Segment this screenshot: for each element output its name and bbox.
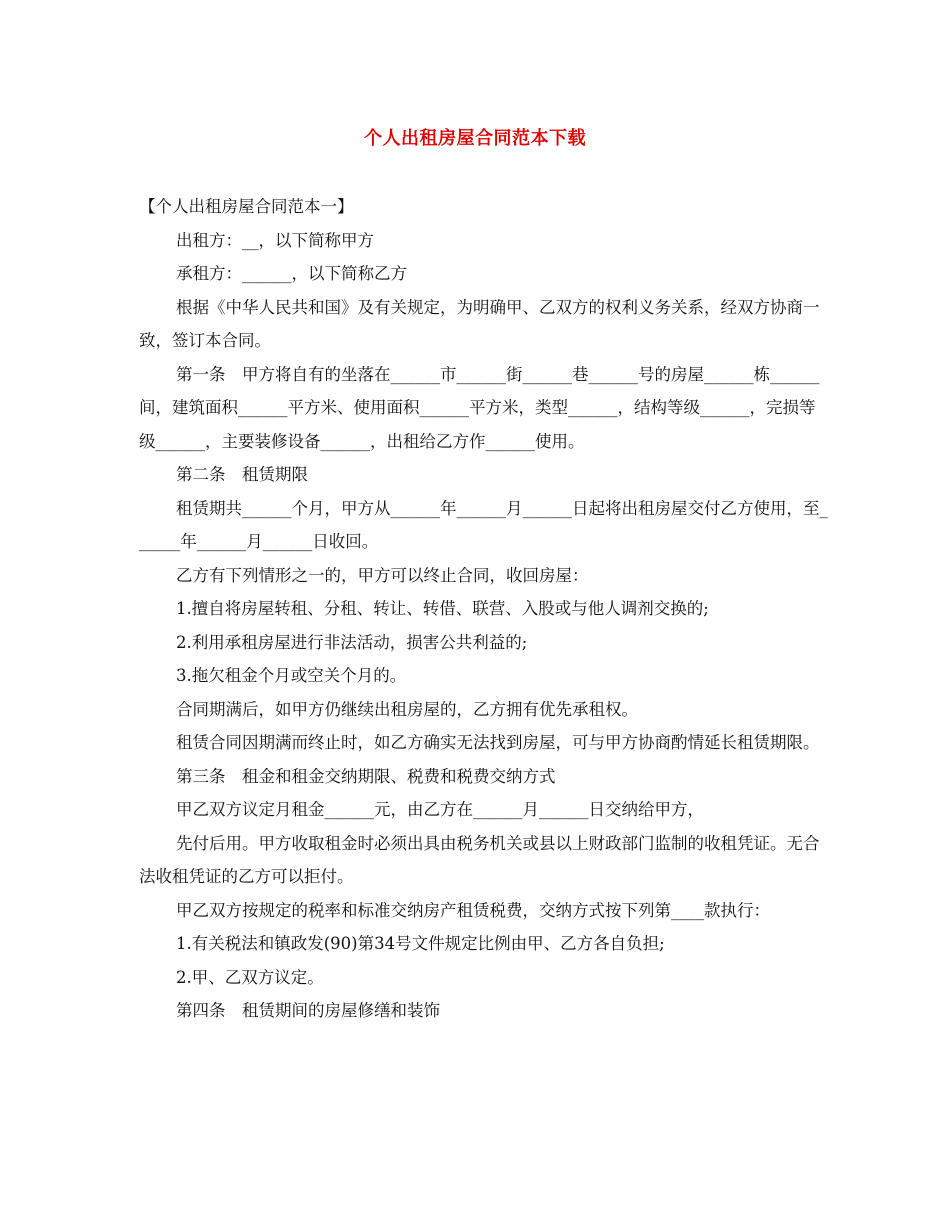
tax-item-2: 2.甲、乙双方议定。 — [176, 967, 324, 987]
article-4-heading: 第四条 租赁期间的房屋修缮和装饰 — [176, 1001, 440, 1020]
termination-intro-paragraph: 乙方有下列情形之一的，甲方可以终止合同，收回房屋： — [176, 565, 589, 585]
article-1-paragraph: 第一条 甲方将自有的坐落在______市______街______巷______号的房屋______栋______间，建筑面积______平方米、使用面积______平方米，类型______，结构等级______，完损等级______，主要装修设备______，出租给乙方作______使用。 — [139, 364, 820, 451]
tax-item-1: 1.有关税法和镇政发(90)第34号文件规定比例由甲、乙方各自负担; — [176, 934, 665, 953]
termination-item-3: 3.拖欠租金个月或空关个月的。 — [176, 666, 407, 685]
lessor-line: 出租方：__，以下简称甲方 — [176, 230, 374, 250]
article-3-heading: 第三条 租金和租金交纳期限、税费和税费交纳方式 — [176, 766, 556, 786]
lessee-line: 承租方：______，以下简称乙方 — [176, 264, 407, 283]
tax-paragraph: 甲乙双方按规定的税率和标准交纳房产租赁税费，交纳方式按下列第____款执行： — [176, 900, 770, 920]
article-2-heading: 第二条 租赁期限 — [176, 465, 308, 484]
lease-term-paragraph: 租赁期共______个月，甲方从______年______月______日起将出租房屋交付乙方使用，至______年______月______日收回。 — [139, 498, 828, 551]
extension-paragraph: 租赁合同因期满而终止时，如乙方确实无法找到房屋，可与甲方协商酌情延长租赁期限。 — [176, 733, 820, 752]
priority-renewal-paragraph: 合同期满后，如甲方仍继续出租房屋的，乙方拥有优先承租权。 — [176, 699, 638, 719]
preamble-paragraph: 根据《中华人民共和国》及有关规定，为明确甲、乙双方的权利义务关系，经双方协商一致，签订本合同。 — [139, 297, 820, 350]
document-title: 个人出租房屋合同范本下载 — [364, 128, 586, 149]
termination-item-2: 2.利用承租房屋进行非法活动，损害公共利益的; — [176, 632, 528, 652]
rent-receipt-paragraph: 先付后用。甲方收取租金时必须出具由税务机关或县以上财政部门监制的收租凭证。无合法收租凭证的乙方可以拒付。 — [139, 833, 820, 886]
monthly-rent-paragraph: 甲乙双方议定月租金______元，由乙方在______月______日交纳给甲方， — [176, 800, 704, 819]
document-body — [139, 190, 829, 1028]
termination-item-1: 1.擅自将房屋转租、分租、转让、转借、联营、入股或与他人调剂交换的; — [176, 599, 709, 618]
contract-heading: 【个人出租房屋合同范本一】 — [139, 197, 354, 216]
